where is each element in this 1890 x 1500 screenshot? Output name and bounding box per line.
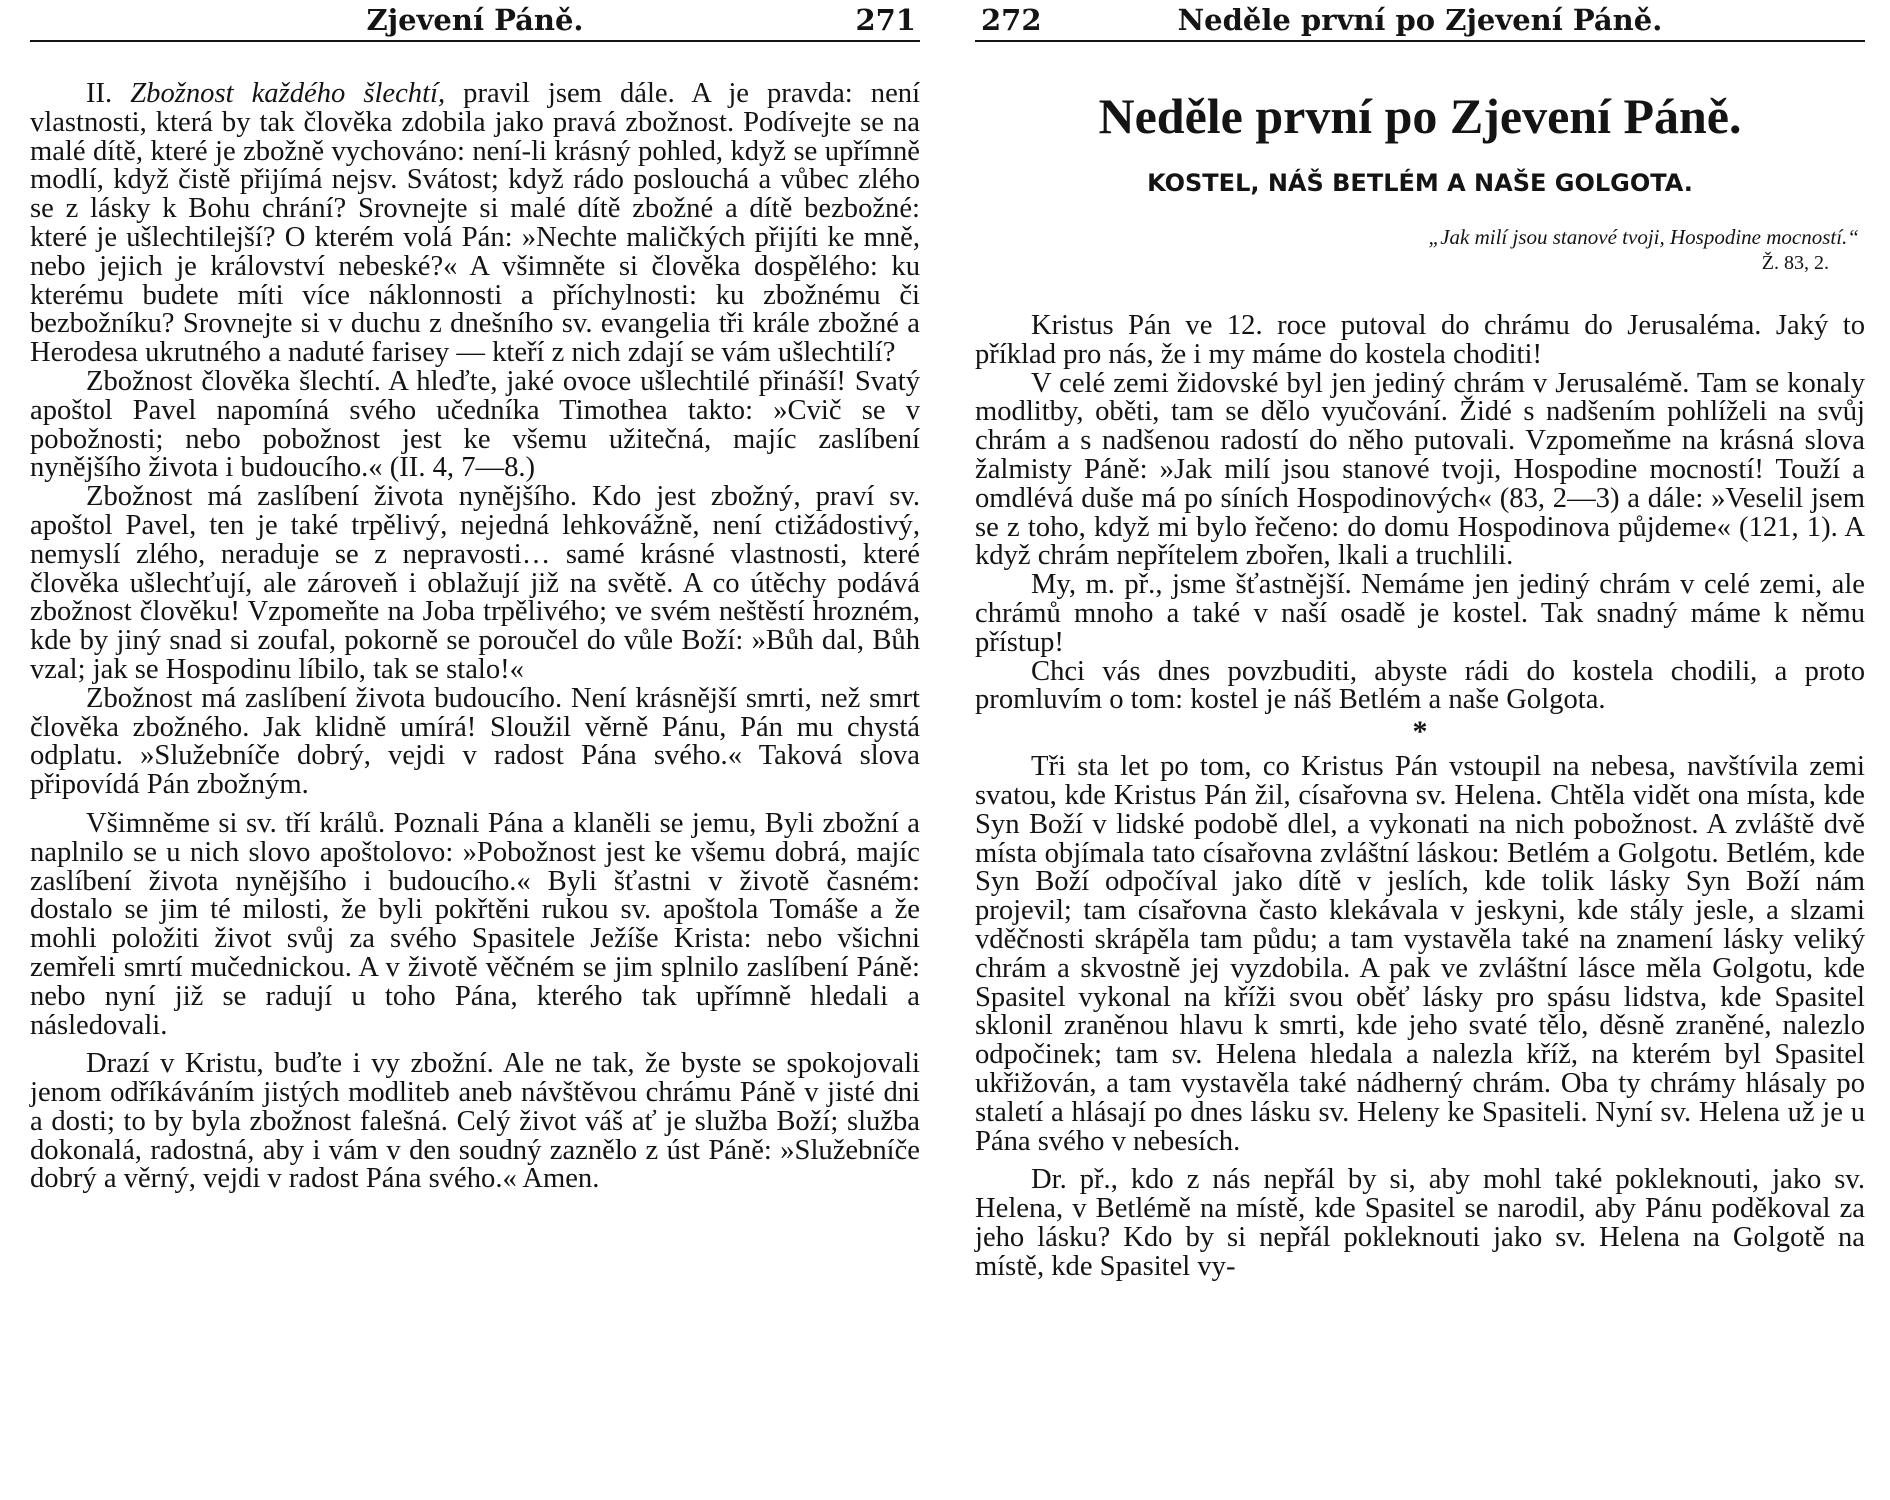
paragraph-text: Všimněme si sv. tří králů. Poznali Pána a klaněli se jemu, Byli zbožní a naplnilo se u nich slovo apoštolovo: »Pobožnost jest ke všemu dobrá, majíc zaslíbení života nynějšího i budoucího.« Byli šťastni v životě časném: dostalo se jim té milosti, že byli pokřtěni rukou sv. apoštola Tomáše a že mohli položiti život svůj za svého Spasitele Ježíše Krista: nebo všichni zemřeli smrtí mučednickou. A v životě věčném se jim splnilo zaslíbení Páně: nebo nyní již se radují u toho Pána, kterého tak upřímně hledali a následovali. xyxy=(30,807,920,1041)
left-page-number: 271 xyxy=(855,3,916,37)
motto-reference: Ž. 83, 2. xyxy=(1761,252,1829,274)
paragraph: V celé zemi židovské byl jen jediný chrám v Jerusalémě. Tam se konaly modlitby, oběti, tam se dělo vyučování. Židé s nadšením pohlíželi na svůj chrám a s nadšenou radostí do něho putovali. Vzpomeňme na krásná slova žalmisty Páně: »Jak milí jsou stanové tvoji, Hospodine mocností! Touží a omdlévá duše má po síních Hospodinových« (83, 2—3) a dále: »Veselil jsem se z toho, když mi bylo řečeno: do domu Hospodinova půjdeme« (121, 1). A když chrám nepřítelem zbořen, lkali a truchlili. xyxy=(975,367,1865,572)
right-paragraphs-main xyxy=(975,753,1865,1281)
section-separator: * xyxy=(1412,715,1428,749)
paragraph xyxy=(30,483,920,685)
paragraph xyxy=(30,365,920,484)
left-page xyxy=(30,0,920,1500)
right-body-text xyxy=(975,312,1865,1282)
chapter-title: Neděle první po Zjevení Páně. xyxy=(1098,88,1742,144)
paragraph xyxy=(30,807,920,1041)
paragraph: My, m. př., jsme šťastnější. Nemáme jen jediný chrám v celé zemi, ale chrámů mnoho a také v naší osadě je kostel. Tak snadný máme k němu přístup! xyxy=(975,569,1865,658)
paragraph xyxy=(30,682,920,801)
paragraph: Chci vás dnes povzbuditi, abyste rádi do kostela chodili, a proto promluvím o tom: kostel je náš Betlém a naše Golgota. xyxy=(975,655,1865,716)
paragraph: Tři sta let po tom, co Kristus Pán vstoupil na nebesa, navštívila zemi svatou, kde Kristus Pán žil, císařovna sv. Helena. Chtěla vidět ona místa, kde Syn Boží v lidské podobě dlel, a vykonati na nich pobožnost. A zvláště dvě místa objímala tato císařovna zvláštní láskou: Betlém a Golgotu. Betlém, kde Syn Boží odpočíval jako dítě v jeslích, kde tolik lásky Syn Boží nám projevil; tam císařovna často klekávala v jeskyni, kde stály jesle, a slzami vděčnosti skrápěla tam půdu; a tam vystavěla také na znamení lásky veliký chrám a skvostně jej vyzdobila. A pak ve zvláštní lásce měla Golgotu, kde Spasitel vykonal na kříži svou oběť lásky pro spásu lidstva, kde Spasitel sklonil zraněnou hlavu k smrti, kde jeho svaté tělo, děsně zraněné, nalezlo odpočinek; tam sv. Helena hledala a nalezla kříž, na kterém byl Spasitel ukřižován, a tam vystavěla také nádherný chrám. Oba ty chrámy hlásaly po staletí a hlásají po dnes lásku sv. Heleny ke Spasiteli. Nyní sv. Helena už je u Pána svého v nebesích. xyxy=(975,751,1865,1157)
paragraph-text: Drazí v Kristu, buďte i vy zbožní. Ale ne tak, že byste se spokojovali jenom odříkáváním jistých modliteb aneb návštěvou chrámu Páně v jisté dni a dosti; to by byla zbožnost falešná. Celý život váš ať je služba Boží; služba dokonalá, radostná, aby i vám v den soudný zaznělo z úst Páně: »Služebníče dobrý a věrný, vejdi v radost Pána svého.« Amen. xyxy=(30,1048,920,1195)
paragraph: Dr. př., kdo z nás nepřál by si, aby mohl také pokleknouti, jako sv. Helena, v Betlémě na místě, kde Spasitel se narodil, aby Pánu poděkoval za jeho lásku? Kdo by si nepřál pokleknouti jako sv. Helena na Golgotě na místě, kde Spasitel vy- xyxy=(975,1164,1865,1282)
paragraph-text: pravil jsem dále. A je pravda: není vlastnosti, která by tak člověka zdobila jako pravá zbožnost. Podívejte se na malé dítě, které je zbožně vychováno: není-li krásný pohled, když se upřímně modlí, když čistě přijímá nejsv. Svátost; když rádo poslouchá a vůbec zlého se z lásky k Bohu chrání? Srovnejte si malé dítě zbožné a dítě bezbožné: které je ušlechtilejší? O kterém volá Pán: »Nechte maličkých přijíti ke mně, nebo jejich je království nebeské?« A všimněte si člověka dospělého: ku kterému budete míti více náklonnosti a příchylnosti: ku zbožnému či bezbožníku? Srovnejte si v duchu z dnešního sv. evangelia tři krále zbožné a Herodesa ukrutného a naduté farisey — kteří z nich zdají se vám ušlechtilí? xyxy=(30,78,921,369)
paragraph-emphasis: Zbožnost každého šlechtí, xyxy=(130,78,446,109)
right-page-number: 272 xyxy=(981,3,1042,37)
paragraph xyxy=(30,1050,920,1194)
paragraph-text: Zbožnost má zaslíbení života nynějšího. Kdo jest zbožný, praví sv. apoštol Pavel, ten je také trpělivý, nejedná lehkovážně, není ctižádostivý, nemyslí zlého, neraduje se z nepravosti… samé krásné vlastnosti, které člověka ušlechťují, ale zároveň i oblažují již na světě. A co útěchy podává zbožnost člověku! Vzpomeňte na Joba trpělivého; ve svém neštěstí hrozném, kde by jiný snad si zoufal, pokorně se poroučel do vůle Boží: »Bůh dal, Bůh vzal; jak se Hospodinu líbilo, tak se stalo!« xyxy=(30,481,920,685)
left-body-text xyxy=(30,80,920,1194)
paragraph-lead: II. xyxy=(86,78,131,109)
chapter-subtitle: KOSTEL, NÁŠ BETLÉM A NAŠE GOLGOTA. xyxy=(1147,169,1693,197)
right-paragraphs-intro xyxy=(975,312,1865,715)
left-running-title: Zjevení Páně. xyxy=(366,3,584,37)
right-running-title: Neděle první po Zjevení Páně. xyxy=(1177,3,1663,37)
right-page xyxy=(975,0,1865,1500)
paragraph-text: Zbožnost má zaslíbení života budoucího. Není krásnější smrti, než smrt člověka zbožného. Jak klidně umírá! Sloužil věrně Pánu, Pán mu chystá odplatu. »Služebníče dobrý, vejdi v radost Pána svého.« Taková slova připovídá Pán zbožným. xyxy=(30,682,920,801)
left-running-head xyxy=(30,0,920,42)
paragraph: Kristus Pán ve 12. roce putoval do chrámu do Jerusaléma. Jaký to příklad pro nás, že i my máme do kostela choditi! xyxy=(975,310,1865,370)
right-running-head xyxy=(975,0,1865,42)
paragraph-text: Zbožnost člověka šlechtí. A hleďte, jaké ovoce ušlechtilé přináší! Svatý apoštol Pavel napomíná svého učedníka Timothea takto: »Cvič se v pobožnosti; nebo pobožnost jest ke všemu užitečná, majíc zaslíbení nynějšího života i budoucího.« (II. 4, 7—8.) xyxy=(30,365,920,484)
motto-quote: „Jak milí jsou stanové tvoji, Hospodine mocností.“ xyxy=(1428,225,1859,249)
paragraph xyxy=(30,80,920,368)
